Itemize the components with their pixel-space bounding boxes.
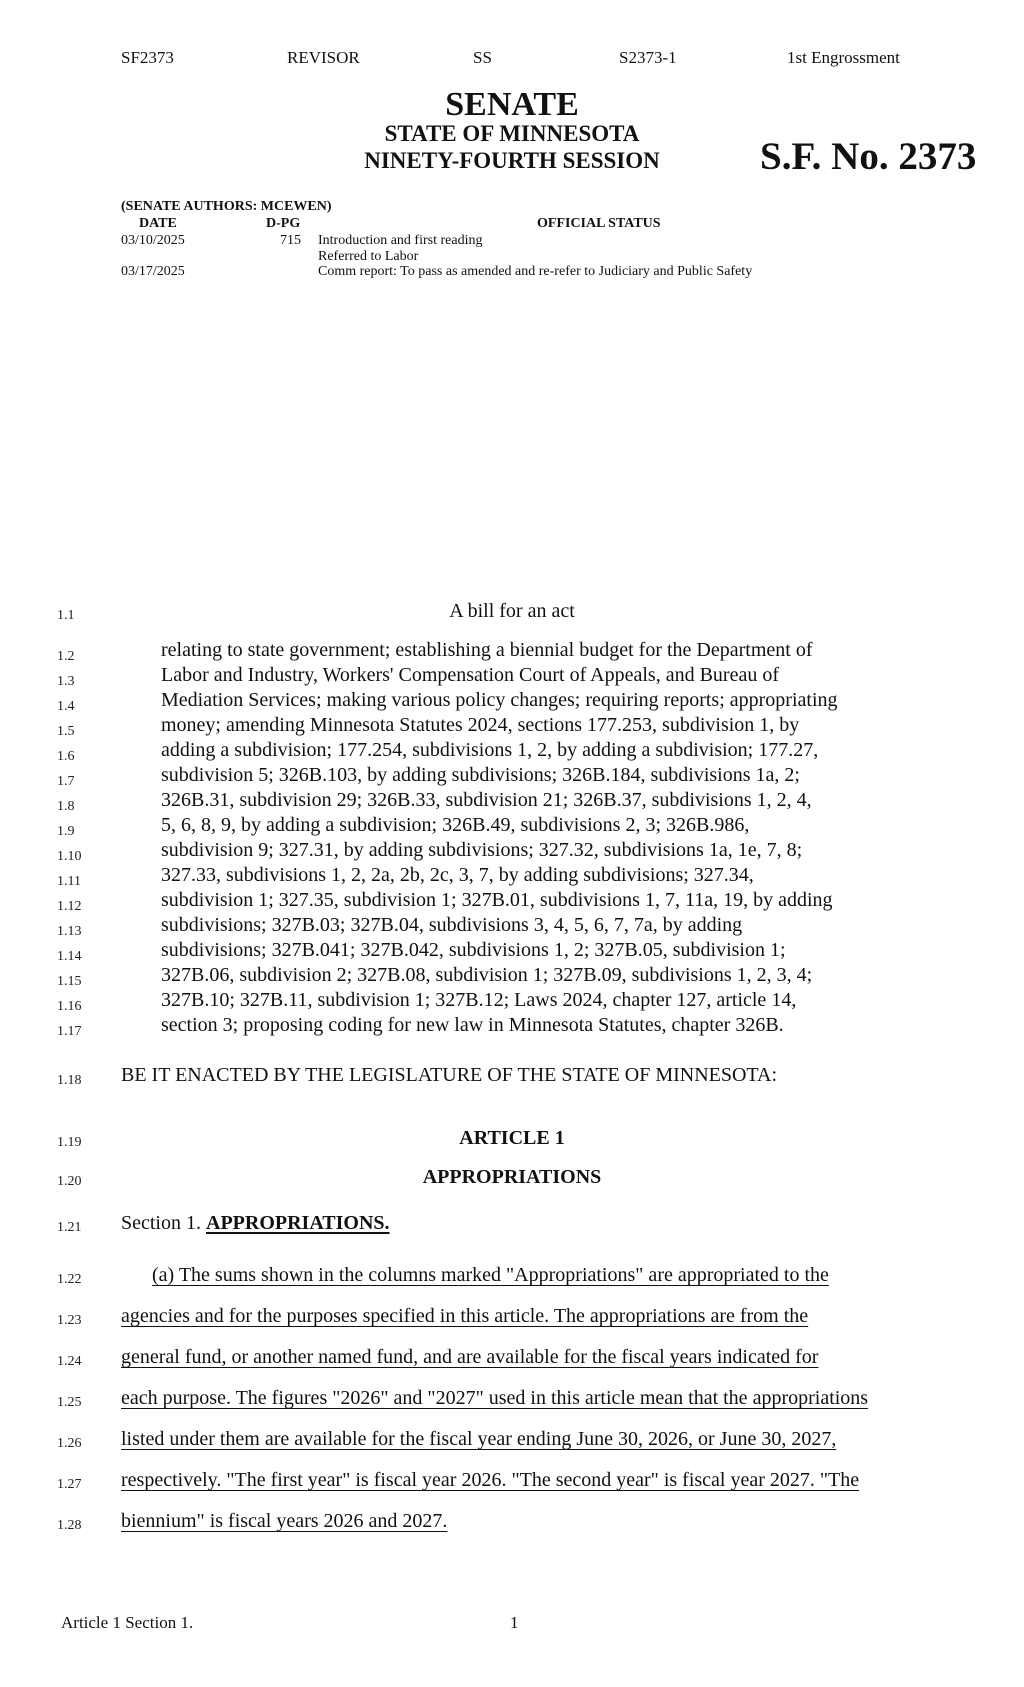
line-number: 1.8 xyxy=(57,799,75,814)
line-number: 1.15 xyxy=(57,974,82,989)
line-number: 1.6 xyxy=(57,749,75,764)
line-number: 1.3 xyxy=(57,674,75,689)
line-number: 1.25 xyxy=(57,1395,82,1410)
section-line: biennium" is fiscal years 2026 and 2027. xyxy=(121,1510,448,1532)
header-initials: SS xyxy=(473,48,492,67)
line-number: 1.27 xyxy=(57,1477,82,1492)
status-col-dpg: D-PG xyxy=(266,216,301,231)
session-title: NINETY-FOURTH SESSION xyxy=(364,148,660,173)
section-line: general fund, or another named fund, and are available for the fiscal years indicated for xyxy=(121,1346,819,1368)
line-number: 1.19 xyxy=(57,1135,82,1150)
line-number: 1.13 xyxy=(57,924,82,939)
footer-location: Article 1 Section 1. xyxy=(61,1613,194,1632)
title-line: 327B.06, subdivision 2; 327B.08, subdivision 1; 327B.09, subdivisions 1, 2, 3, 4; xyxy=(161,964,813,986)
title-line: adding a subdivision; 177.254, subdivisions 1, 2, by adding a subdivision; 177.27, xyxy=(161,739,819,761)
title-line: subdivision 1; 327.35, subdivision 1; 327B.01, subdivisions 1, 7, 11a, 19, by adding xyxy=(161,889,833,911)
line-number: 1.24 xyxy=(57,1354,82,1369)
line-number: 1.12 xyxy=(57,899,82,914)
line-number: 1.23 xyxy=(57,1313,82,1328)
line-number: 1.20 xyxy=(57,1174,82,1189)
line-number: 1.26 xyxy=(57,1436,82,1451)
title-line: subdivision 5; 326B.103, by adding subdivisions; 326B.184, subdivisions 1a, 2; xyxy=(161,764,800,786)
line-number: 1.4 xyxy=(57,699,75,714)
title-line: subdivisions; 327B.03; 327B.04, subdivisions 3, 4, 5, 6, 7, 7a, by adding xyxy=(161,914,743,936)
line-number: 1.21 xyxy=(57,1220,82,1235)
article-title: APPROPRIATIONS xyxy=(422,1166,602,1188)
bill-number: S.F. No. 2373 xyxy=(760,135,977,178)
title-line: 327.33, subdivisions 1, 2, 2a, 2b, 2c, 3, 7, by adding subdivisions; 327.34, xyxy=(161,864,754,886)
state-title: STATE OF MINNESOTA xyxy=(384,121,640,146)
section-line: each purpose. The figures "2026" and "2027" used in this article mean that the appropriations xyxy=(121,1387,869,1409)
title-line: 5, 6, 8, 9, by adding a subdivision; 326B.49, subdivisions 2, 3; 326B.986, xyxy=(161,814,750,836)
senate-authors: (SENATE AUTHORS: MCEWEN) xyxy=(121,199,332,214)
line-number: 1.5 xyxy=(57,724,75,739)
section-line: (a) The sums shown in the columns marked "Appropriations" are appropriated to the xyxy=(152,1264,829,1286)
section-prefix: Section 1. xyxy=(121,1212,206,1234)
page-number: 1 xyxy=(510,1613,519,1632)
header-bill-id: SF2373 xyxy=(121,48,174,67)
line-number: 1.28 xyxy=(57,1518,82,1533)
status-date: 03/10/2025 xyxy=(121,233,185,248)
title-line: Labor and Industry, Workers' Compensation Court of Appeals, and Bureau of xyxy=(161,664,779,686)
header-engrossment: 1st Engrossment xyxy=(787,48,900,67)
line-number: 1.10 xyxy=(57,849,82,864)
title-line: 327B.10; 327B.11, subdivision 1; 327B.12; Laws 2024, chapter 127, article 14, xyxy=(161,989,797,1011)
section-line: listed under them are available for the fiscal year ending June 30, 2026, or June 30, 2027, xyxy=(121,1428,837,1450)
header-revisor: REVISOR xyxy=(287,48,360,67)
status-col-date: DATE xyxy=(139,216,177,231)
line-number: 1.14 xyxy=(57,949,82,964)
header-doc-id: S2373-1 xyxy=(619,48,677,67)
article-number: ARTICLE 1 xyxy=(459,1127,565,1149)
line-number: 1.1 xyxy=(57,608,75,623)
title-line: money; amending Minnesota Statutes 2024, sections 177.253, subdivision 1, by xyxy=(161,714,800,736)
title-line: subdivision 9; 327.31, by adding subdivisions; 327.32, subdivisions 1a, 1e, 7, 8; xyxy=(161,839,803,861)
status-entry: Introduction and first reading xyxy=(318,233,483,248)
status-entry: Referred to Labor xyxy=(318,249,419,264)
status-dpg: 715 xyxy=(280,233,301,248)
line-number: 1.9 xyxy=(57,824,75,839)
status-entry: Comm report: To pass as amended and re-refer to Judiciary and Public Safety xyxy=(318,264,753,279)
line-number: 1.17 xyxy=(57,1024,82,1039)
title-line: subdivisions; 327B.041; 327B.042, subdivisions 1, 2; 327B.05, subdivision 1; xyxy=(161,939,786,961)
line-number: 1.18 xyxy=(57,1073,82,1088)
line-number: 1.7 xyxy=(57,774,75,789)
title-line: relating to state government; establishing a biennial budget for the Department of xyxy=(161,639,813,661)
enacting-clause: BE IT ENACTED BY THE LEGISLATURE OF THE STATE OF MINNESOTA: xyxy=(121,1064,778,1086)
section-title: APPROPRIATIONS. xyxy=(206,1212,390,1234)
section-heading xyxy=(121,1212,390,1235)
title-line-numbers xyxy=(57,644,82,1044)
section-line: respectively. "The first year" is fiscal year 2026. "The second year" is fiscal year 2027. "The xyxy=(121,1469,860,1491)
status-col-official: OFFICIAL STATUS xyxy=(537,216,661,231)
chamber-title: SENATE xyxy=(445,86,579,123)
title-line: Mediation Services; making various policy changes; requiring reports; appropriating xyxy=(161,689,838,711)
title-line: section 3; proposing coding for new law in Minnesota Statutes, chapter 326B. xyxy=(161,1014,784,1036)
line-number: 1.22 xyxy=(57,1272,82,1287)
bill-heading: A bill for an act xyxy=(449,600,575,622)
status-date: 03/17/2025 xyxy=(121,264,185,279)
bill-title xyxy=(161,638,838,1038)
line-number: 1.11 xyxy=(57,874,81,889)
line-number: 1.2 xyxy=(57,649,75,664)
title-line: 326B.31, subdivision 29; 326B.33, subdivision 21; 326B.37, subdivisions 1, 2, 4, xyxy=(161,789,812,811)
line-number: 1.16 xyxy=(57,999,82,1014)
section-line: agencies and for the purposes specified in this article. The appropriations are from the xyxy=(121,1305,809,1327)
